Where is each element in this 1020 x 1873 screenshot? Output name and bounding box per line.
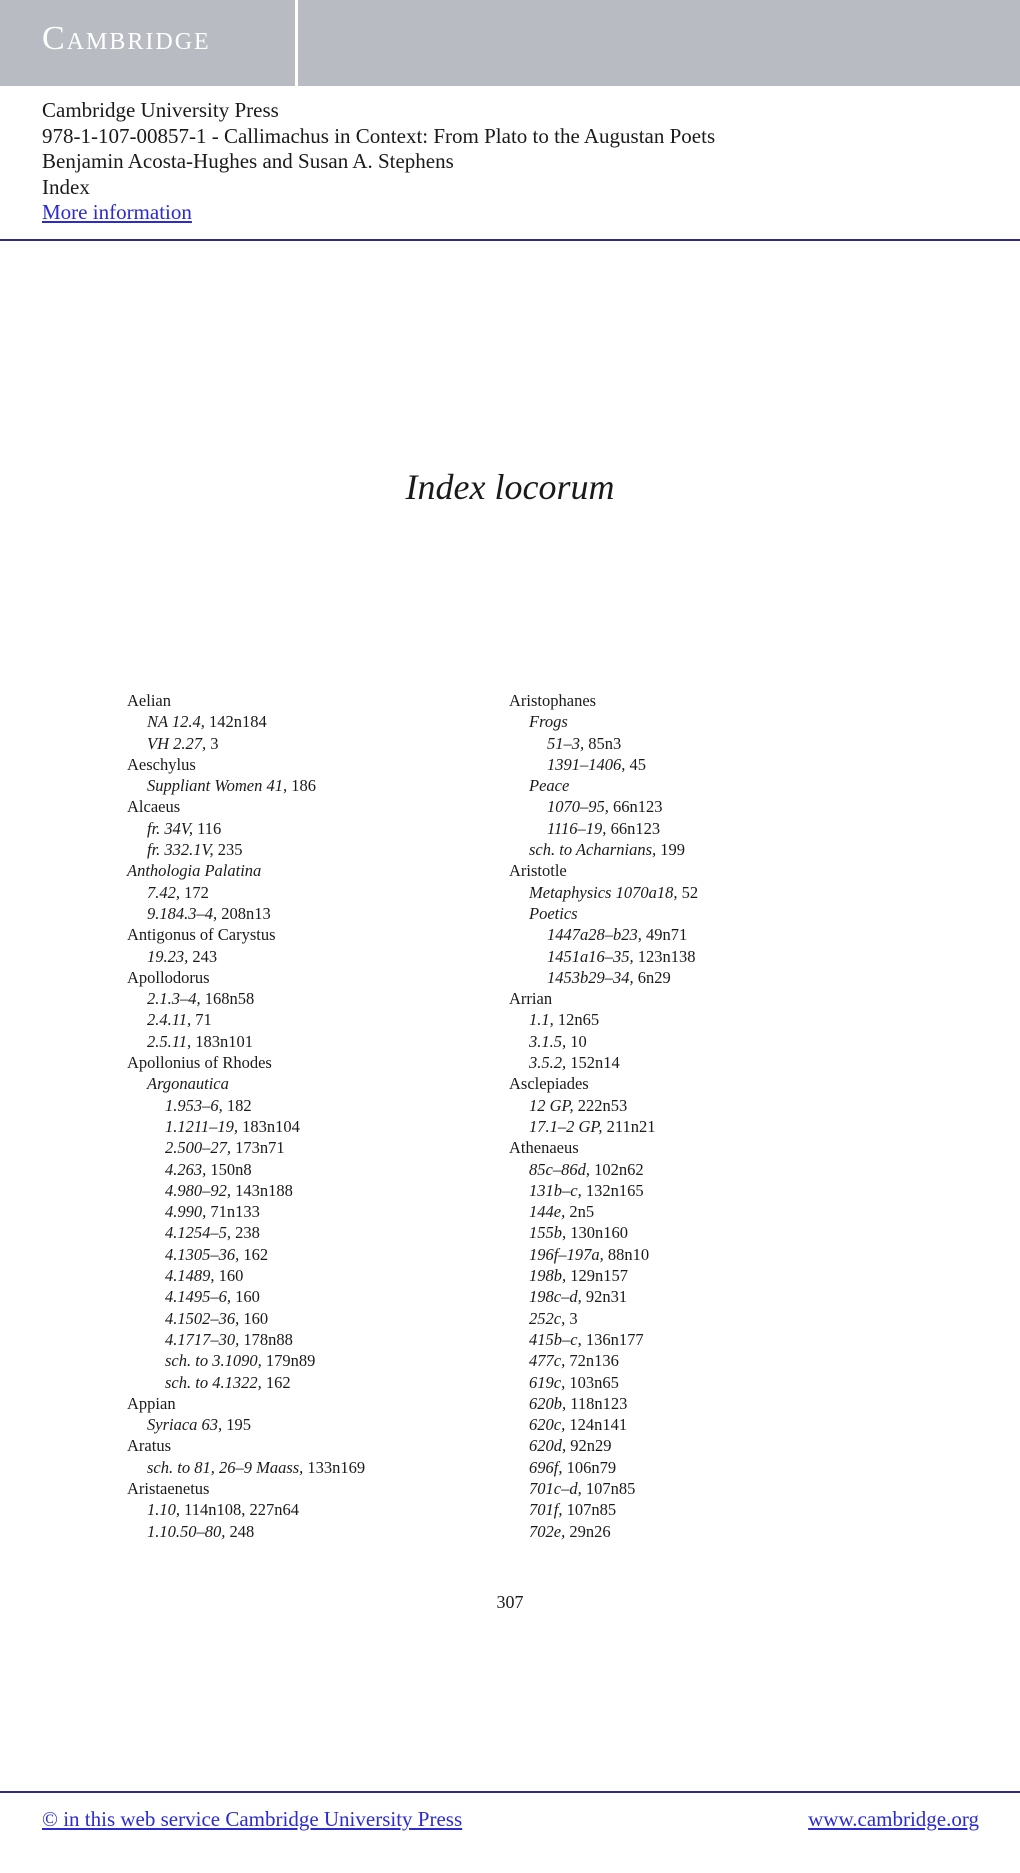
index-entry bbox=[127, 1329, 365, 1350]
index-entry-label: Syriaca 63, bbox=[147, 1415, 223, 1435]
index-entry bbox=[127, 860, 365, 881]
index-entry-label: 701f, bbox=[529, 1500, 563, 1520]
index-entry-label: 144e, bbox=[529, 1202, 566, 1222]
index-entry-pages: 243 bbox=[188, 946, 218, 966]
index-entry-pages: 172 bbox=[180, 882, 209, 902]
index-entry bbox=[127, 1244, 365, 1265]
index-entry bbox=[127, 690, 365, 711]
index-entry-label: 4.1495–6, bbox=[165, 1287, 231, 1307]
index-entry-pages: 152n14 bbox=[566, 1053, 620, 1073]
index-entry bbox=[509, 1095, 698, 1116]
index-entry bbox=[127, 924, 365, 945]
index-entry bbox=[127, 1009, 365, 1030]
index-entry-label: fr. 332.1V, bbox=[147, 840, 214, 860]
index-entry-pages: 3 bbox=[206, 733, 219, 753]
index-entry bbox=[509, 754, 698, 775]
index-entry-label: 3.5.2, bbox=[529, 1053, 567, 1073]
index-entry-label: 620b, bbox=[529, 1393, 567, 1413]
index-entry-pages: 136n177 bbox=[581, 1329, 644, 1349]
index-entry bbox=[127, 1435, 365, 1456]
index-entry-pages: 168n58 bbox=[200, 989, 255, 1009]
index-entry-label: 198c–d, bbox=[529, 1287, 582, 1307]
index-entry bbox=[509, 860, 698, 881]
index-entry-pages: 133n169 bbox=[303, 1457, 366, 1477]
index-entry bbox=[509, 1414, 698, 1435]
index-entry-label: 252c, bbox=[529, 1308, 566, 1328]
index-entry-label: 51–3, bbox=[547, 733, 585, 753]
index-entry-label: Arrian bbox=[509, 989, 553, 1009]
book-info bbox=[42, 98, 715, 226]
index-entry-pages: 142n184 bbox=[204, 712, 267, 732]
index-entry bbox=[509, 1435, 698, 1456]
index-entry-label: Argonautica bbox=[147, 1074, 229, 1094]
index-entry bbox=[127, 1159, 365, 1180]
index-entry-pages: 29n26 bbox=[565, 1521, 611, 1541]
index-entry bbox=[509, 1009, 698, 1030]
index-entry-label: Aristaenetus bbox=[127, 1478, 210, 1498]
index-entry-pages: 66n123 bbox=[608, 797, 663, 817]
index-entry-pages: 143n188 bbox=[231, 1180, 293, 1200]
index-entry bbox=[127, 1137, 365, 1158]
isbn-title: 978-1-107-00857-1 - Callimachus in Context: From Plato to the Augustan Poets bbox=[42, 123, 716, 148]
index-entry-label: 3.1.5, bbox=[529, 1031, 567, 1051]
more-information-link[interactable]: More information bbox=[42, 200, 192, 224]
index-entry-pages: 130n160 bbox=[566, 1223, 628, 1243]
index-entry-label: Athenaeus bbox=[509, 1138, 579, 1158]
index-entry bbox=[127, 903, 365, 924]
index-entry bbox=[127, 882, 365, 903]
index-entry-label: 4.263, bbox=[165, 1159, 207, 1179]
index-entry bbox=[509, 1372, 698, 1393]
index-entry-pages: 162 bbox=[261, 1372, 291, 1392]
index-entry-pages: 129n157 bbox=[566, 1266, 628, 1286]
index-entry-pages: 222n53 bbox=[573, 1095, 628, 1115]
index-entry-label: 4.980–92, bbox=[165, 1180, 231, 1200]
index-entry bbox=[127, 775, 365, 796]
cambridge-banner bbox=[0, 0, 1020, 86]
index-entry-pages: 132n165 bbox=[581, 1180, 644, 1200]
index-entry-pages: 199 bbox=[656, 840, 685, 860]
index-entry-pages: 235 bbox=[213, 840, 243, 860]
index-entry-label: Aratus bbox=[127, 1436, 171, 1456]
index-entry-label: fr. 34V, bbox=[147, 818, 194, 838]
index-entry bbox=[127, 818, 365, 839]
index-entry-pages: 238 bbox=[231, 1223, 260, 1243]
index-entry-pages: 173n71 bbox=[231, 1138, 285, 1158]
index-entry-label: Antigonus of Carystus bbox=[127, 925, 276, 945]
index-entry bbox=[509, 1180, 698, 1201]
index-entry-label: 477c, bbox=[529, 1351, 566, 1371]
index-entry-pages: 160 bbox=[231, 1287, 260, 1307]
index-entry-label: 131b–c, bbox=[529, 1180, 582, 1200]
index-entry-label: 2.500–27, bbox=[165, 1138, 231, 1158]
index-entry bbox=[127, 1350, 365, 1371]
index-entry bbox=[127, 711, 365, 732]
index-entry-label: sch. to 4.1322, bbox=[165, 1372, 262, 1392]
index-entry-pages: 124n141 bbox=[565, 1415, 628, 1435]
index-entry-label: 2.5.11, bbox=[147, 1031, 192, 1051]
index-entry-label: 12 GP, bbox=[529, 1095, 574, 1115]
page-number: 307 bbox=[496, 1592, 524, 1612]
index-entry-pages: 106n79 bbox=[562, 1457, 617, 1477]
index-entry-pages: 102n62 bbox=[589, 1159, 644, 1179]
index-entry bbox=[127, 1031, 365, 1052]
index-entry-label: Asclepiades bbox=[509, 1074, 589, 1094]
index-entry bbox=[127, 1116, 365, 1137]
index-entry-label: 619c, bbox=[529, 1372, 566, 1392]
index-entry bbox=[127, 1073, 365, 1094]
index-entry bbox=[127, 839, 365, 860]
index-entry-label: Aristotle bbox=[509, 861, 567, 881]
index-entry bbox=[509, 1329, 698, 1350]
index-entry-pages: 123n138 bbox=[633, 946, 696, 966]
index-entry-pages: 88n10 bbox=[603, 1244, 650, 1264]
index-entry-pages: 150n8 bbox=[206, 1159, 252, 1179]
index-entry-pages: 186 bbox=[287, 776, 316, 796]
section-name: Index bbox=[42, 174, 90, 199]
index-entry bbox=[509, 1201, 698, 1222]
index-entry-label: 1447a28–b23, bbox=[547, 925, 642, 945]
index-entry bbox=[509, 733, 698, 754]
index-entry bbox=[127, 1393, 365, 1414]
index-entry-pages: 183n101 bbox=[191, 1031, 254, 1051]
index-entry-pages: 71 bbox=[191, 1010, 212, 1030]
index-entry bbox=[127, 754, 365, 775]
index-entry-label: 1.10.50–80, bbox=[147, 1521, 226, 1541]
index-entry bbox=[509, 1116, 698, 1137]
index-entry bbox=[127, 988, 365, 1009]
index-entry bbox=[509, 1265, 698, 1286]
index-entry-pages: 178n88 bbox=[239, 1329, 293, 1349]
index-entry-label: 702e, bbox=[529, 1521, 566, 1541]
index-entry bbox=[509, 1244, 698, 1265]
index-entry bbox=[127, 967, 365, 988]
index-entry bbox=[127, 1222, 365, 1243]
index-entry-label: sch. to 3.1090, bbox=[165, 1351, 262, 1371]
index-entry-pages: 6n29 bbox=[633, 967, 671, 987]
index-entry-label: 4.990, bbox=[165, 1202, 207, 1222]
index-entry bbox=[509, 1073, 698, 1094]
index-entry-pages: 162 bbox=[239, 1244, 269, 1264]
index-entry-label: 1070–95, bbox=[547, 797, 609, 817]
index-entry-pages: 114n108, 227n64 bbox=[180, 1500, 300, 1520]
index-entry-label: 7.42, bbox=[147, 882, 180, 902]
index-entry-label: 198b, bbox=[529, 1266, 567, 1286]
index-entry-pages: 160 bbox=[239, 1308, 269, 1328]
index-entry-label: sch. to Acharnians, bbox=[529, 840, 657, 860]
index-entry-label: NA 12.4, bbox=[147, 712, 205, 732]
index-entry bbox=[509, 1308, 698, 1329]
index-entry-pages: 211n21 bbox=[602, 1116, 656, 1136]
page-title: Index locorum bbox=[405, 467, 615, 507]
index-entry bbox=[509, 796, 698, 817]
index-entry-label: 4.1502–36, bbox=[165, 1308, 240, 1328]
index-entry-label: 4.1254–5, bbox=[165, 1223, 231, 1243]
index-entry-pages: 12n65 bbox=[553, 1010, 600, 1030]
index-entry bbox=[509, 1222, 698, 1243]
authors: Benjamin Acosta-Hughes and Susan A. Stephens bbox=[42, 149, 454, 173]
index-entry bbox=[509, 1521, 698, 1542]
index-entry bbox=[127, 1201, 365, 1222]
index-entry bbox=[127, 1478, 365, 1499]
index-entry-pages: 103n65 bbox=[565, 1372, 619, 1392]
cambridge-logo: Cambridge bbox=[42, 20, 211, 57]
index-entry-pages: 49n71 bbox=[641, 925, 688, 945]
index-entry-label: 2.1.3–4, bbox=[147, 989, 201, 1009]
index-entry-pages: 160 bbox=[214, 1266, 244, 1286]
index-entry-label: 1451a16–35, bbox=[547, 946, 634, 966]
index-entry-label: Aelian bbox=[127, 691, 171, 710]
index-entry-pages: 2n5 bbox=[565, 1202, 595, 1222]
index-entry bbox=[509, 818, 698, 839]
index-entry bbox=[509, 882, 698, 903]
index-entry-label: 1391–1406, bbox=[547, 754, 626, 774]
index-entry-pages: 92n29 bbox=[566, 1436, 612, 1456]
index-entry-label: Frogs bbox=[529, 712, 568, 732]
index-entry bbox=[509, 1052, 698, 1073]
index-entry-label: Anthologia Palatina bbox=[127, 861, 262, 881]
index-entry bbox=[127, 733, 365, 754]
index-entry bbox=[127, 1095, 365, 1116]
index-entry-pages: 107n85 bbox=[562, 1500, 617, 1520]
index-entry-label: Poetics bbox=[529, 903, 578, 923]
index-entry-label: Apollonius of Rhodes bbox=[127, 1053, 272, 1073]
index-entry-pages: 208n13 bbox=[217, 903, 271, 923]
index-entry-label: VH 2.27, bbox=[147, 733, 207, 753]
index-column-left bbox=[127, 690, 365, 1542]
index-entry bbox=[509, 924, 698, 945]
index-entry bbox=[509, 967, 698, 988]
index-entry-label: Suppliant Women 41, bbox=[147, 776, 288, 796]
index-entry bbox=[509, 1478, 698, 1499]
index-entry-pages: 116 bbox=[193, 818, 222, 838]
index-entry-label: 1453b29–34, bbox=[547, 967, 634, 987]
index-entry-label: 155b, bbox=[529, 1223, 567, 1243]
index-entry-label: Apollodorus bbox=[127, 967, 210, 987]
index-entry bbox=[127, 1457, 365, 1478]
index-entry bbox=[509, 1457, 698, 1478]
index-entry bbox=[509, 903, 698, 924]
index-entry-label: Appian bbox=[127, 1393, 176, 1413]
index-entry-pages: 182 bbox=[222, 1095, 252, 1115]
index-entry-pages: 45 bbox=[625, 754, 646, 774]
index-entry-label: Aristophanes bbox=[509, 691, 597, 710]
index-entry-pages: 107n85 bbox=[581, 1478, 636, 1498]
index-entry bbox=[509, 775, 698, 796]
index-entry bbox=[127, 946, 365, 967]
index-entry-label: Aeschylus bbox=[127, 754, 196, 774]
index-entry-label: 1.1211–19, bbox=[165, 1116, 239, 1136]
index-entry bbox=[127, 796, 365, 817]
index-entry bbox=[509, 946, 698, 967]
index-entry-label: 4.1717–30, bbox=[165, 1329, 240, 1349]
index-column-right bbox=[509, 690, 698, 1542]
banner-divider bbox=[295, 0, 298, 86]
index-entry bbox=[509, 1286, 698, 1307]
index-entry-label: Peace bbox=[529, 776, 570, 796]
index-entry bbox=[509, 988, 698, 1009]
index-entry bbox=[509, 839, 698, 860]
index-entry-label: 4.1489, bbox=[165, 1266, 215, 1286]
index-entry-label: sch. to 81, 26–9 Maass, bbox=[147, 1457, 304, 1477]
index-entry bbox=[127, 1521, 365, 1542]
index-entry-pages: 52 bbox=[677, 882, 699, 902]
index-entry bbox=[127, 1414, 365, 1435]
index-entry-label: 4.1305–36, bbox=[165, 1244, 240, 1264]
index-entry-pages: 3 bbox=[565, 1308, 578, 1328]
index-entry bbox=[509, 711, 698, 732]
index-entry-label: 1.953–6, bbox=[165, 1095, 223, 1115]
index-entry bbox=[509, 1031, 698, 1052]
index-entry-pages: 195 bbox=[222, 1415, 252, 1435]
index-entry-label: 2.4.11, bbox=[147, 1010, 192, 1030]
index-entry-label: 696f, bbox=[529, 1457, 563, 1477]
index-entry bbox=[127, 1052, 365, 1073]
index-entry-label: 1.10, bbox=[147, 1500, 180, 1520]
index-entry bbox=[509, 1137, 698, 1158]
index-entry bbox=[509, 1159, 698, 1180]
index-entry-label: 17.1–2 GP, bbox=[529, 1116, 603, 1136]
index-entry-label: 620d, bbox=[529, 1436, 567, 1456]
publisher-name: Cambridge University Press bbox=[42, 98, 279, 122]
index-entry-label: 9.184.3–4, bbox=[147, 903, 218, 923]
index-entry bbox=[127, 1180, 365, 1201]
index-entry-pages: 183n104 bbox=[238, 1116, 300, 1136]
index-entry bbox=[509, 690, 698, 711]
header-rule bbox=[0, 239, 1020, 241]
index-entry-label: Alcaeus bbox=[127, 797, 181, 817]
index-entry bbox=[127, 1499, 365, 1520]
index-entry bbox=[509, 1393, 698, 1414]
index-entry-pages: 66n123 bbox=[606, 818, 661, 838]
index-entry-pages: 72n136 bbox=[565, 1351, 619, 1371]
index-entry-pages: 118n123 bbox=[566, 1393, 628, 1413]
index-entry-pages: 179n89 bbox=[261, 1351, 316, 1371]
index-entry-pages: 85n3 bbox=[584, 733, 622, 753]
index-entry bbox=[509, 1350, 698, 1371]
index-entry-label: 196f–197a, bbox=[529, 1244, 604, 1264]
index-entry-label: 85c–86d, bbox=[529, 1159, 590, 1179]
index-entry-label: 415b–c, bbox=[529, 1329, 582, 1349]
index-entry bbox=[127, 1308, 365, 1329]
index-entry-label: 19.23, bbox=[147, 946, 189, 966]
index-entry bbox=[509, 1499, 698, 1520]
footer-rule bbox=[0, 1791, 1020, 1793]
index-entry-label: 1116–19, bbox=[547, 818, 607, 838]
index-entry-label: 620c, bbox=[529, 1415, 566, 1435]
index-entry-pages: 71n133 bbox=[206, 1202, 260, 1222]
index-entry-label: 701c–d, bbox=[529, 1478, 582, 1498]
index-entry-label: Metaphysics 1070a18, bbox=[529, 882, 678, 902]
index-entry-pages: 248 bbox=[225, 1521, 255, 1541]
index-entry-pages: 10 bbox=[566, 1031, 587, 1051]
copyright-link[interactable]: © in this web service Cambridge University Press bbox=[42, 1807, 463, 1831]
cambridge-site-link[interactable]: www.cambridge.org bbox=[808, 1807, 979, 1831]
index-entry bbox=[127, 1286, 365, 1307]
index-entry-pages: 92n31 bbox=[581, 1287, 628, 1307]
index-entry-label: 1.1, bbox=[529, 1010, 554, 1030]
index-entry bbox=[127, 1372, 365, 1393]
index-entry bbox=[127, 1265, 365, 1286]
